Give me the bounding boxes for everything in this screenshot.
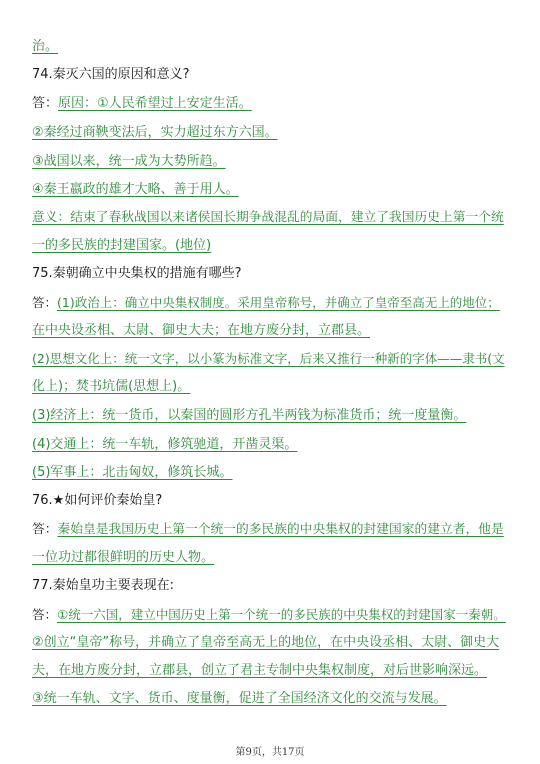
answer-line: (5)军事上：北击匈奴，修筑长城。 [32, 465, 233, 480]
answer-line: ③战国以来，统一成为大势所趋。 [32, 154, 226, 169]
answer-line: (4)交通上：统一车轨，修筑驰道，开凿灵渠。 [32, 437, 298, 452]
answer-line: ④秦王嬴政的雄才大略、善于用人。 [32, 182, 239, 197]
answer-line: ③统一车轨、文字、货币、度量衡，促进了全国经济文化的交流与发展。 [32, 691, 447, 706]
answer-line: 答：①统一六国，建立中国历史上第一个统一的多民族的中央集权的封建国家一秦朝。 [32, 607, 506, 622]
question-75: 75.秦朝确立中央集权的措施有哪些? [32, 266, 242, 281]
question-76: 76.★如何评价秦始皇? [32, 493, 163, 508]
answer-line: 在中央设丞相、太尉、御史大夫；在地方废分封，立郡县。 [32, 323, 371, 338]
answer-line: 一的多民族的封建国家。(地位) [32, 238, 212, 253]
page-number: 第9页，共17页 [235, 747, 305, 758]
answer-line: ②秦经过商鞅变法后，实力超过东方六国。 [32, 125, 278, 140]
answer-line: 答：原因：①人民希望过上安定生活。 [32, 96, 252, 111]
answer-line: 一位功过都很鲜明的历史人物。 [32, 550, 215, 565]
answer-line: 答：(1)政治上：确立中央集权制度。采用皇帝称号，并确立了皇帝至高无上的地位； [32, 295, 500, 310]
question-77: 77.秦始皇功主要表现在: [32, 578, 175, 593]
answer-line: (3)经济上：统一货币，以秦国的圆形方孔半两钱为标准货币；统一度量衡。 [32, 408, 467, 423]
answer-line: 答：秦始皇是我国历史上第一个统一的多民族的中央集权的封建国家的建立者，他是 [32, 522, 504, 537]
answer-line: 意义：结束了春秋战国以来诸侯国长期争战混乱的局面，建立了我国历史上第一个统 [32, 210, 504, 225]
question-74: 74.秦灭六国的原因和意义? [32, 67, 190, 82]
answer-line: (2)思想文化上：统一文字，以小篆为标准文字，后来又推行一种新的字体——隶书(文 [32, 351, 505, 366]
answer-line: ②创立“皇帝”称号，并确立了皇帝至高无上的地位，在中央设丞相、太尉、御史大 [32, 635, 500, 650]
text-line: 治。 [32, 39, 59, 54]
answer-line: 夫，在地方废分封，立郡县，创立了君主专制中央集权制度，对后世影响深远。 [32, 663, 488, 678]
answer-line: 化上)；焚书坑儒(思想上)。 [32, 379, 191, 394]
